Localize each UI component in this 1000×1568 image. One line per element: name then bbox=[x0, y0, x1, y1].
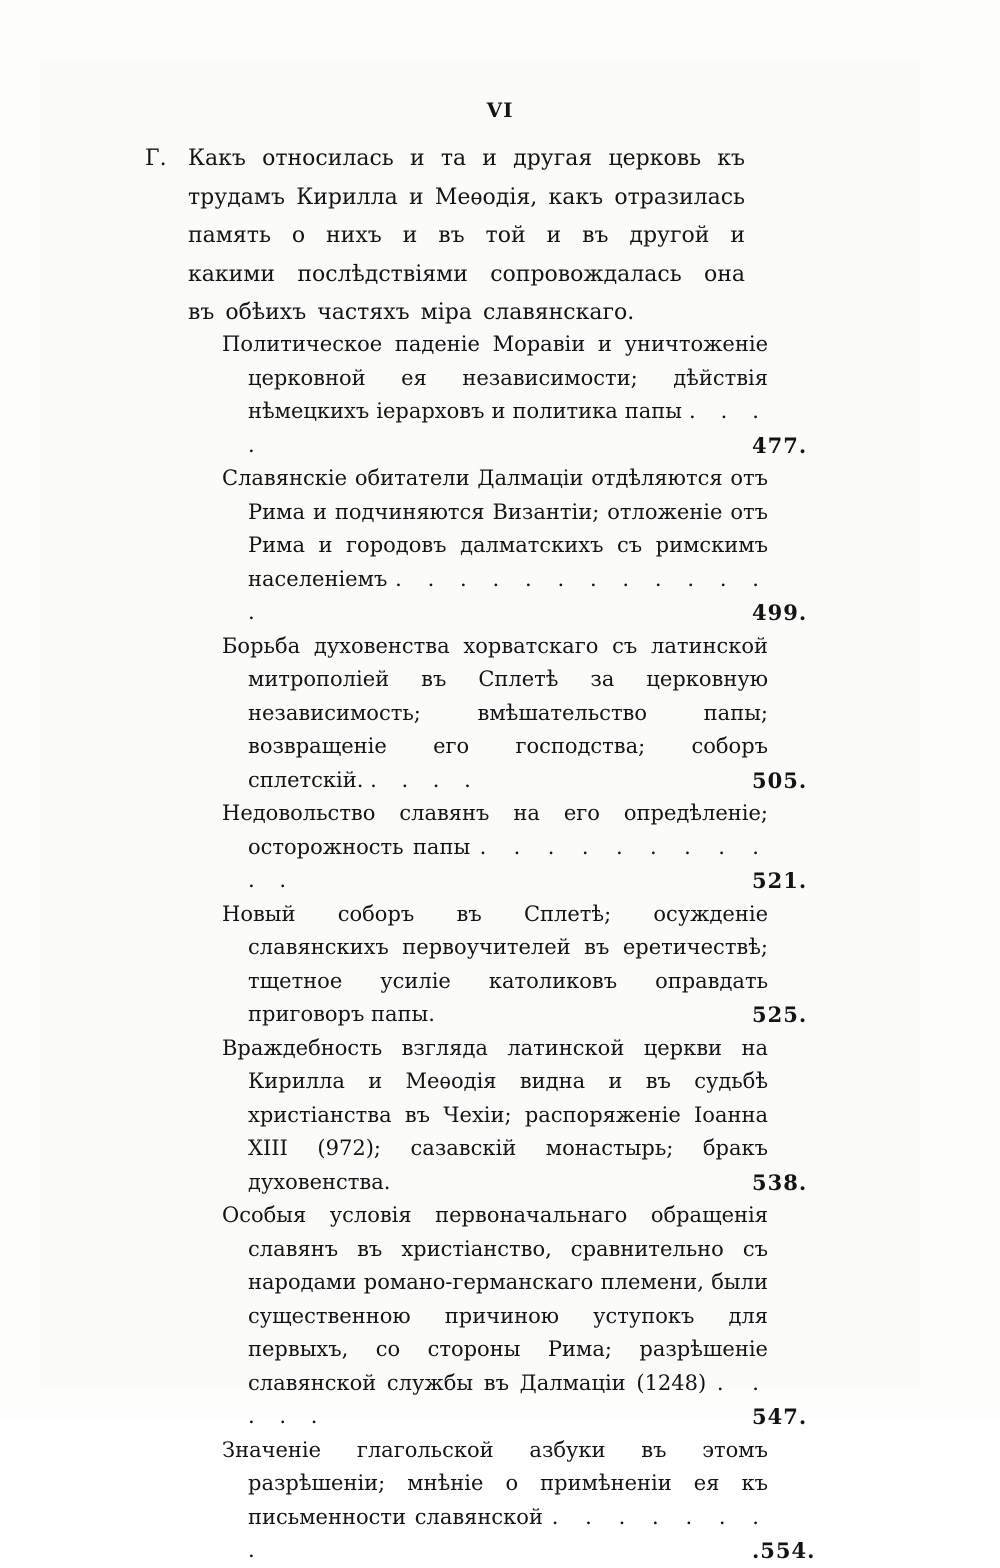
entry-text: Враждебность взгляда латинской церкви на Кирилла и Меѳодія видна и въ судьбѣ христіанства въ Чехіи; распоряженіе Іоанна XIII (972); сазавскій монастырь; бракъ духовенства. bbox=[222, 1035, 768, 1194]
entry-page-ref: 521. bbox=[752, 868, 808, 893]
entry-body bbox=[222, 1199, 768, 1434]
entry-text: Новый соборъ въ Сплетѣ; осужденіе славянскихъ первоучителей въ еретичествѣ; тщетное усиліе католиковъ оправдать приговоръ папы. bbox=[222, 901, 768, 1026]
contents-list bbox=[222, 328, 822, 1568]
contents-entry bbox=[222, 797, 822, 898]
entry-text: Борьба духовенства хорватскаго съ латинской митрополіей въ Сплетѣ за церковную независимость; вмѣшательство папы; возвращеніе его господства; соборъ сплетскій. bbox=[222, 633, 768, 792]
entry-body bbox=[222, 898, 768, 1032]
contents-entry bbox=[222, 328, 822, 462]
contents-entry bbox=[222, 898, 822, 1032]
entry-text: Значеніе глагольской азбуки въ этомъ разрѣшеніи; мнѣніе о примѣненіи ея къ письменности славянской bbox=[222, 1437, 768, 1529]
entry-text: Особыя условія первоначальнаго обращенія славянъ въ христіанство, сравнительно съ народами романо-германскаго племени, были существенною причиною уступокъ для первыхъ, со стороны Рима; разрѣшеніе славянской службы въ Далмаціи (1248) bbox=[222, 1203, 768, 1395]
section-heading bbox=[145, 140, 745, 333]
entry-page-ref: .554. bbox=[752, 1538, 816, 1563]
entry-page-ref: 525. bbox=[752, 1002, 808, 1027]
contents-entry bbox=[222, 1434, 822, 1568]
entry-text: Политическое паденіе Моравіи и уничтоженіе церковной ея независимости; дѣйствія нѣмецкихъ іерарховъ и политика папы bbox=[222, 332, 768, 423]
entry-body bbox=[222, 1434, 768, 1568]
contents-entry bbox=[222, 1199, 822, 1434]
entry-text: Славянскіе обитатели Далмаціи отдѣляются отъ Рима и подчиняются Византіи; отложеніе отъ Рима и городовъ далматскихъ съ римскимъ населеніемъ bbox=[222, 466, 768, 591]
dot-leader: . . . . . bbox=[248, 1370, 768, 1428]
section-marker: Г. bbox=[145, 146, 167, 171]
entry-page-ref: 547. bbox=[752, 1404, 808, 1429]
entry-body bbox=[222, 630, 768, 798]
contents-entry bbox=[222, 1032, 822, 1200]
entry-body bbox=[222, 328, 768, 462]
dot-leader: . . . . bbox=[370, 767, 480, 792]
entry-body bbox=[222, 797, 768, 898]
entry-page-ref: 538. bbox=[752, 1169, 808, 1195]
contents-entry bbox=[222, 630, 822, 798]
dot-leader: . . . . . . . . . . . bbox=[248, 834, 768, 892]
entry-page-ref: 477. bbox=[752, 432, 808, 458]
dot-leader: . . . . . . . . bbox=[248, 1504, 768, 1562]
entry-page-ref: 499. bbox=[752, 600, 808, 625]
entry-text: Недовольство славянъ на его опредѣленіе; осторожность папы bbox=[222, 801, 768, 859]
contents-entry bbox=[222, 462, 822, 630]
entry-body bbox=[222, 1032, 768, 1200]
section-text: Какъ относилась и та и другая церковь къ трудамъ Кирилла и Меѳодія, какъ отразилась память о нихъ и въ той и въ другой и какими послѣдствіями сопровождалась она въ обѣихъ частяхъ міра славянскаго. bbox=[188, 146, 745, 325]
dot-leader: . . . . . . . . . . . . . bbox=[248, 566, 768, 624]
entry-body bbox=[222, 462, 768, 630]
page-number: VI bbox=[486, 98, 514, 122]
entry-page-ref: 505. bbox=[752, 767, 808, 793]
dot-leader: . . . . bbox=[248, 399, 768, 457]
